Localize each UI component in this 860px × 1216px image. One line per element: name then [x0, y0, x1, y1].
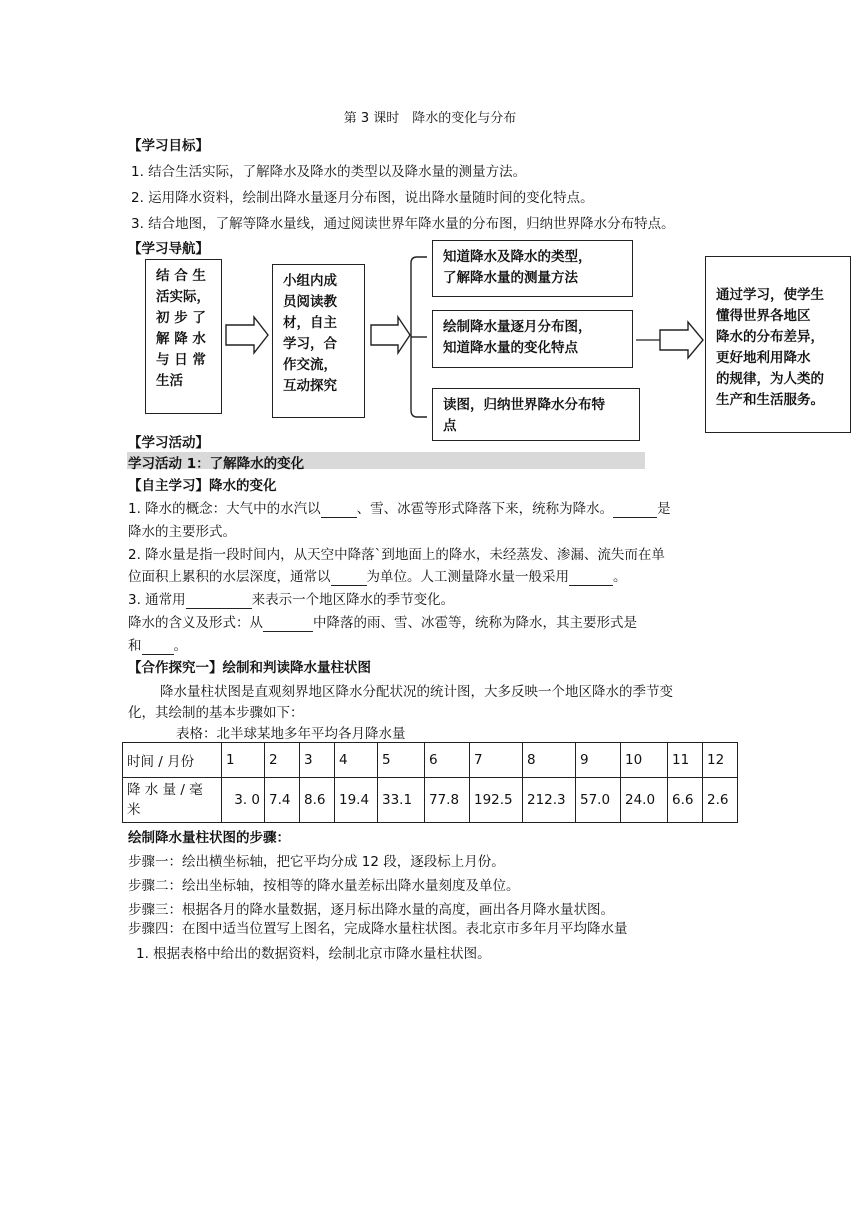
question-2-line2: 位面积上累积的水层深度，通常以 为单位。人工测量降水量一般采用 。 — [128, 569, 627, 585]
bracket-icon — [411, 257, 427, 417]
month-cell: 3 — [300, 743, 335, 778]
arrow-right-icon — [226, 317, 268, 353]
month-cell: 4 — [335, 743, 378, 778]
step-2: 步骤二：绘出坐标轴，按相等的降水量差标出降水量刻度及单位。 — [128, 878, 520, 894]
nav-box-life: 结 合 生 活实际， 初 步 了 解 降 水 与 日 常 生活 — [145, 259, 222, 414]
value-cell: 33.1 — [378, 778, 425, 823]
arrow-right-icon — [660, 322, 703, 358]
coop-paragraph-line2: 化，其绘制的基本步骤如下： — [128, 705, 304, 721]
value-cell: 192.5 — [470, 778, 523, 823]
blank-field[interactable] — [613, 501, 657, 518]
self-study-heading: 【自主学习】降水的变化 — [128, 478, 277, 494]
month-cell: 10 — [621, 743, 668, 778]
blank-field[interactable] — [263, 615, 313, 632]
blank-field[interactable] — [331, 569, 367, 586]
value-cell: 57.0 — [576, 778, 621, 823]
question-1-line1: 1. 降水的概念：大气中的水汽以 、雪、冰雹等形式降落下来，统称为降水。 是 — [128, 501, 671, 517]
month-cell: 12 — [703, 743, 738, 778]
value-cell: 3. 0 — [222, 778, 265, 823]
table-header-cell: 时间 / 月份 — [123, 743, 222, 778]
question-3: 3. 通常用 来表示一个地区降水的季节变化。 — [128, 592, 455, 608]
arrow-right-icon — [371, 317, 410, 353]
table-caption: 表格：北半球某地多年平均各月降水量 — [176, 726, 406, 742]
nav-box-chart: 绘制降水量逐月分布图， 知道降水量的变化特点 — [432, 310, 633, 368]
step-3: 步骤三：根据各月的降水量数据，逐月标出降水量的高度，画出各月降水量状图。 — [128, 902, 614, 918]
blank-field[interactable] — [186, 592, 252, 609]
nav-connectors — [0, 0, 860, 460]
table-row — [123, 743, 738, 778]
objectives-heading: 【学习目标】 — [128, 138, 209, 154]
question-4-line2: 和 。 — [128, 638, 187, 654]
steps-heading: 绘制降水量柱状图的步骤： — [128, 830, 290, 846]
month-cell: 2 — [265, 743, 300, 778]
step-4: 步骤四：在图中适当位置写上图名，完成降水量柱状图。表北京市多年月平均降水量 — [128, 921, 628, 937]
month-cell: 5 — [378, 743, 425, 778]
month-cell: 6 — [425, 743, 470, 778]
month-cell: 9 — [576, 743, 621, 778]
objective-3: 3. 结合地图，了解等降水量线，通过阅读世界年降水量的分布图，归纳世界降水分布特点。 — [131, 216, 675, 232]
step-1: 步骤一：绘出横坐标轴，把它平均分成 12 段，逐段标上月份。 — [128, 854, 505, 870]
month-cell: 8 — [523, 743, 576, 778]
page-title: 第 3 课时 降水的变化与分布 — [343, 111, 517, 126]
nav-box-world: 读图，归纳世界降水分布特 点 — [432, 388, 640, 441]
month-cell: 11 — [668, 743, 703, 778]
blank-field[interactable] — [321, 501, 357, 518]
question-4-line1: 降水的含义及形式：从 中降落的雨、雪、冰雹等，统称为降水，其主要形式是 — [128, 615, 637, 631]
nav-box-types: 知道降水及降水的类型， 了解降水量的测量方法 — [432, 240, 633, 297]
question-2-line1: 2. 降水量是指一段时间内，从天空中降落`到地面上的降水，未经蒸发、渗漏、流失而在单 — [128, 547, 665, 563]
value-cell: 6.6 — [668, 778, 703, 823]
month-cell: 1 — [222, 743, 265, 778]
nav-box-goal: 通过学习，使学生 懂得世界各地区 降水的分布差异， 更好地利用降水 的规律，为人类的 生产和生活服务。 — [705, 256, 851, 433]
value-cell: 19.4 — [335, 778, 378, 823]
navigation-heading: 【学习导航】 — [128, 241, 209, 257]
month-cell: 7 — [470, 743, 523, 778]
table-row-label: 降 水 量 / 毫 米 — [123, 778, 222, 823]
table-row — [123, 778, 738, 823]
activities-heading: 【学习活动】 — [128, 435, 209, 451]
blank-field[interactable] — [569, 569, 613, 586]
value-cell: 212.3 — [523, 778, 576, 823]
value-cell: 8.6 — [300, 778, 335, 823]
coop-heading: 【合作探究一】绘制和判读降水量柱状图 — [128, 660, 371, 676]
value-cell: 7.4 — [265, 778, 300, 823]
value-cell: 77.8 — [425, 778, 470, 823]
question-1-line2: 降水的主要形式。 — [128, 524, 236, 540]
coop-paragraph-line1: 降水量柱状图是直观刻界地区降水分配状况的统计图，大多反映一个地区降水的季节变 — [160, 684, 673, 700]
nav-box-group: 小组内成 员阅读教 材，自主 学习，合 作交流， 互动探究 — [272, 264, 365, 418]
objective-1: 1. 结合生活实际，了解降水及降水的类型以及降水量的测量方法。 — [131, 164, 527, 180]
blank-field[interactable] — [142, 638, 174, 655]
value-cell: 2.6 — [703, 778, 738, 823]
value-cell: 24.0 — [621, 778, 668, 823]
objective-2: 2. 运用降水资料，绘制出降水量逐月分布图，说出降水量随时间的变化特点。 — [131, 190, 594, 206]
precipitation-table — [122, 742, 738, 823]
task-1: 1. 根据表格中给出的数据资料，绘制北京市降水量柱状图。 — [136, 946, 491, 962]
activity-1-title: 学习活动 1：了解降水的变化 — [128, 456, 305, 472]
